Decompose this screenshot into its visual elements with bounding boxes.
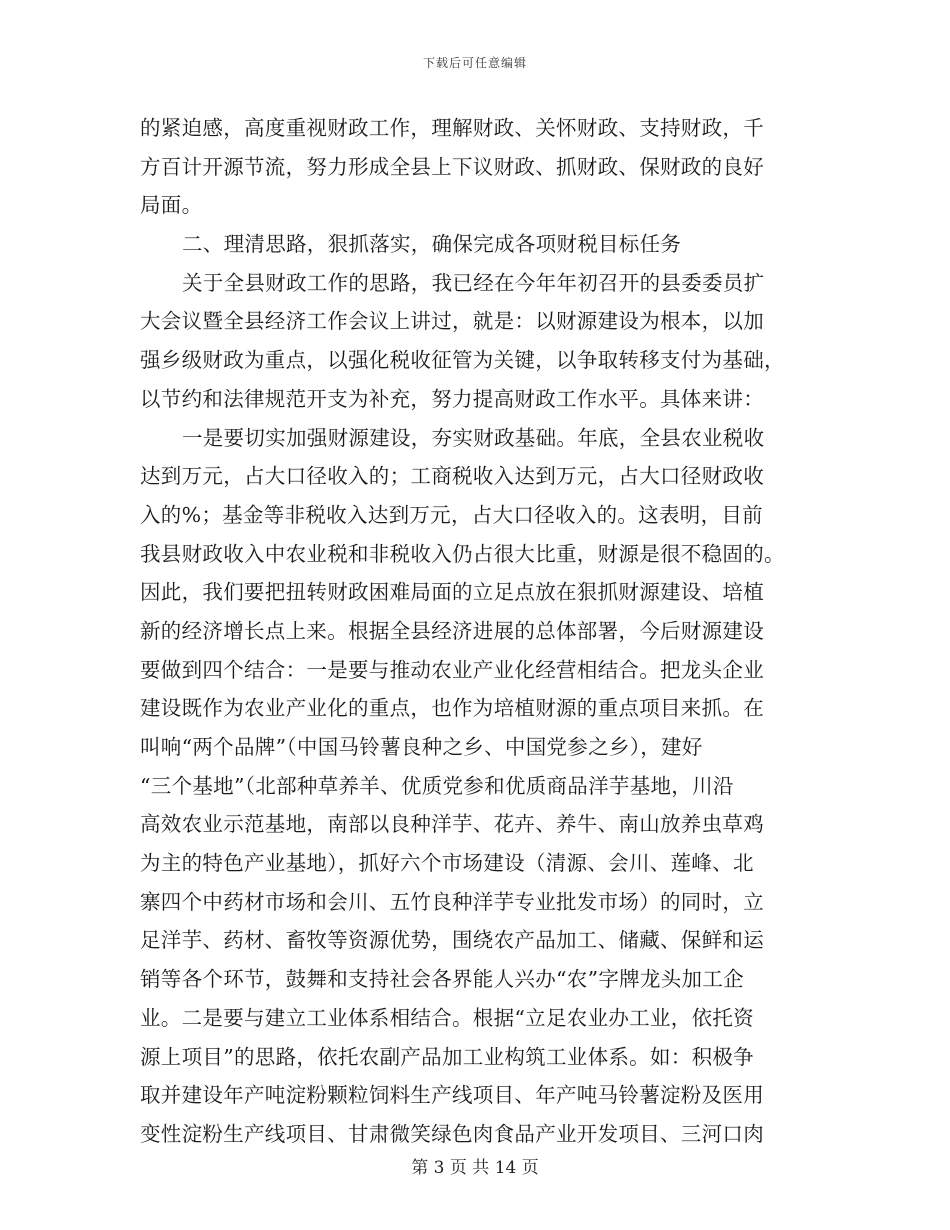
- text-line: 我县财政收入中农业税和非税收入仍占很大比重，财源是很不稳固的。: [140, 541, 785, 566]
- text-line: 销等各个环节，鼓舞和支持社会各界能人兴办“农”字牌龙头加工企: [140, 967, 744, 992]
- text-line: 要做到四个结合：一是要与推动农业产业化经营相结合。把龙头企业: [140, 657, 764, 682]
- section-heading: 二、理清思路，狠抓落实，确保完成各项财税目标任务: [182, 232, 682, 257]
- text-line: 变性淀粉生产线项目、甘肃微笑绿色肉食品产业开发项目、三河口肉: [140, 1121, 764, 1146]
- text-line: 业。二是要与建立工业体系相结合。根据“立足农业办工业，依托资: [140, 1005, 754, 1030]
- text-line: 以节约和法律规范开支为补充，努力提高财政工作水平。具体来讲：: [140, 386, 764, 411]
- page-number: 第 3 页 共 14 页: [411, 1158, 539, 1178]
- text-line: 建设既作为农业产业化的重点，也作为培植财源的重点项目来抓。在: [140, 696, 764, 721]
- text-line: 的紧迫感，高度重视财政工作，理解财政、关怀财政、支持财政，千: [140, 116, 764, 140]
- text-line: 足洋芋、药材、畜牧等资源优势，围绕农产品加工、储藏、保鲜和运: [140, 928, 764, 953]
- text-line: 入的%；基金等非税收入达到万元，占大口径收入的。这表明，目前: [140, 502, 763, 527]
- text-line: 叫响“两个品牌”（中国马铃薯良种之乡、中国党参之乡），建好: [140, 735, 703, 759]
- text-line: 因此，我们要把扭转财政困难局面的立足点放在狠抓财源建设、培植: [140, 580, 764, 605]
- text-line: 一是要切实加强财源建设，夯实财政基础。年底，全县农业税收: [182, 425, 765, 450]
- text-line: 为主的特色产业基地），抓好六个市场建设（清源、会川、莲峰、北: [140, 851, 754, 876]
- text-line: “三个基地”（北部种草养羊、优质党参和优质商品洋芋基地，川沿: [140, 773, 734, 798]
- text-line: 大会议暨全县经济工作会议上讲过，就是：以财源建设为根本，以加: [140, 309, 764, 334]
- text-line: 新的经济增长点上来。根据全县经济进展的总体部署，今后财源建设: [140, 618, 764, 643]
- text-line: 方百计开源节流，努力形成全县上下议财政、抓财政、保财政的良好: [140, 154, 764, 179]
- text-line: 源上项目”的思路，依托农副产品加工业构筑工业体系。如：积极争: [140, 1044, 754, 1069]
- text-line: 强乡级财政为重点，以强化税收征管为关键，以争取转移支付为基础，: [140, 348, 785, 373]
- page-header: 下载后可任意编辑: [422, 56, 527, 70]
- text-line: 取并建设年产吨淀粉颗粒饲料生产线项目、年产吨马铃薯淀粉及医用: [140, 1083, 764, 1108]
- document-body: [140, 109, 810, 1154]
- text-line: 达到万元，占大口径收入的；工商税收入达到万元，占大口径财政收: [140, 464, 764, 489]
- text-line: 高效农业示范基地，南部以良种洋芋、花卉、养牛、南山放养虫草鸡: [140, 812, 764, 837]
- text-line: 局面。: [140, 193, 203, 218]
- text-line: 寨四个中药材市场和会川、五竹良种洋芋专业批发市场）的同时，立: [140, 889, 764, 914]
- text-line: 关于全县财政工作的思路，我已经在今年年初召开的县委委员扩: [182, 270, 765, 295]
